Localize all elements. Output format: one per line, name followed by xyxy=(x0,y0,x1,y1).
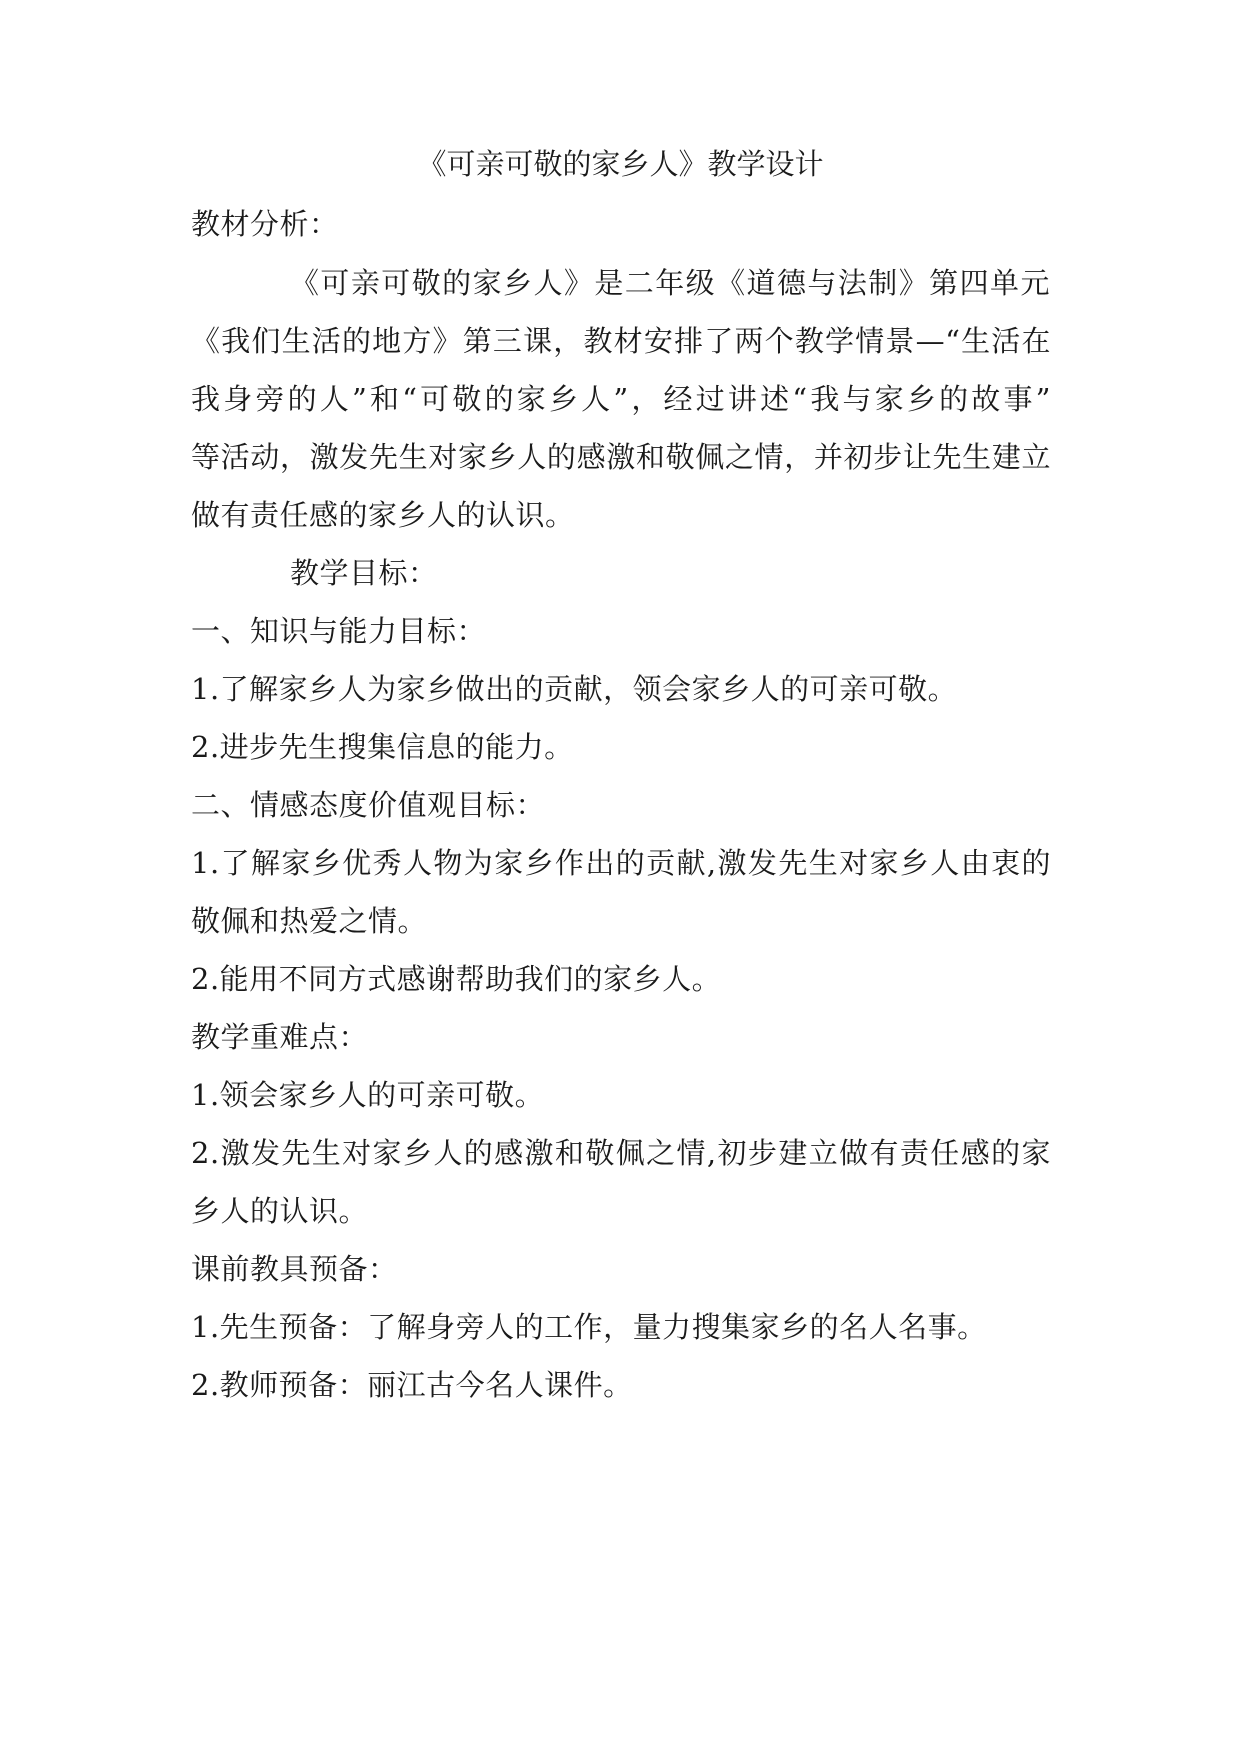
section-heading-teaching-goals: 教学目标： xyxy=(290,556,438,590)
paragraph-line: 我身旁的人”和“可敬的家乡人”，经过讲述“我与家乡的故事” xyxy=(191,382,1051,416)
list-item: 1.先生预备：了解身旁人的工作，量力搜集家乡的名人名事。 xyxy=(191,1310,987,1344)
list-item-continuation: 乡人的认识。 xyxy=(191,1194,369,1228)
section-heading-preparation: 课前教具预备： xyxy=(191,1252,398,1286)
section-heading-key-difficulties: 教学重难点： xyxy=(191,1020,369,1054)
list-item: 2.教师预备：丽江古今名人课件。 xyxy=(191,1368,633,1402)
paragraph-line: 《可亲可敬的家乡人》是二年级《道德与法制》第四单元 xyxy=(290,266,1050,300)
subsection-heading: 一、知识与能力目标： xyxy=(191,614,487,648)
section-heading-material-analysis: 教材分析： xyxy=(191,207,339,241)
subsection-heading: 二、情感态度价值观目标： xyxy=(191,788,546,822)
list-item: 1.领会家乡人的可亲可敬。 xyxy=(191,1078,545,1112)
list-item: 1.了解家乡人为家乡做出的贡献，领会家乡人的可亲可敬。 xyxy=(191,672,958,706)
list-item: 2.激发先生对家乡人的感激和敬佩之情,初步建立做有责任感的家 xyxy=(191,1136,1051,1170)
list-item: 2.能用不同方式感谢帮助我们的家乡人。 xyxy=(191,962,722,996)
list-item: 2.进步先生搜集信息的能力。 xyxy=(191,730,574,764)
paragraph-line: 《我们生活的地方》第三课，教材安排了两个教学情景—“生活在 xyxy=(191,324,1051,358)
document-title: 《可亲可敬的家乡人》教学设计 xyxy=(417,147,824,181)
paragraph-line: 做有责任感的家乡人的认识。 xyxy=(191,498,575,532)
list-item: 1.了解家乡优秀人物为家乡作出的贡献,激发先生对家乡人由衷的 xyxy=(191,846,1051,880)
paragraph-line: 等活动，激发先生对家乡人的感激和敬佩之情，并初步让先生建立 xyxy=(191,440,1051,474)
list-item-continuation: 敬佩和热爱之情。 xyxy=(191,904,428,938)
